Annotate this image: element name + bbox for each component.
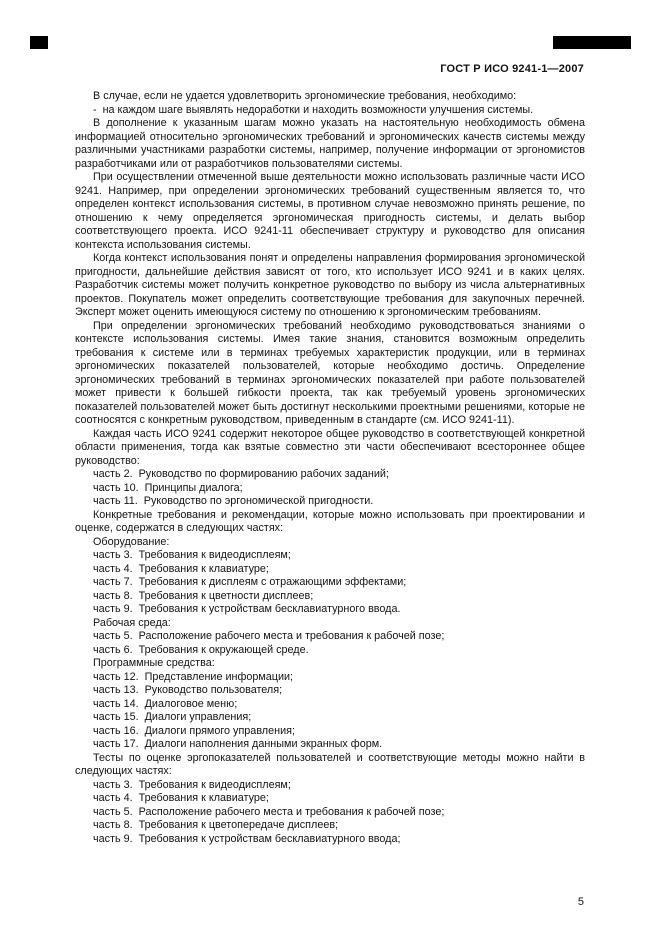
scan-registration-mark-right (553, 36, 631, 49)
part-list-item: часть 4. Требования к клавиатуре; (93, 792, 269, 804)
part-list-item: часть 12. Представление информации; (93, 670, 294, 683)
part-list-item: часть 2. Руководство по формированию рабочих заданий; (93, 468, 389, 480)
doc-number-header: ГОСТ Р ИСО 9241-1—2007 (440, 63, 584, 75)
part-list-item: часть 5. Расположение рабочего места и требования к рабочей позе; (93, 805, 445, 818)
part-list-item: часть 13. Руководство пользователя; (93, 684, 283, 696)
page-number: 5 (577, 896, 584, 908)
part-list-item: часть 3. Требования к видеодисплеям; (93, 549, 291, 561)
part-list-item: часть 8. Требования к цветности дисплеев; (93, 589, 314, 602)
part-list-item: часть 11. Руководство по эргономической пригодности. (93, 495, 374, 507)
paragraph: Каждая часть ИСО 9241 содержит некоторое общее руководство в соответствующей конкретной области применения, тогда как взятые совместно эти части обеспечивают всестороннее общее руководство: (75, 427, 585, 467)
part-list-item: часть 5. Расположение рабочего места и требования к рабочей позе; (93, 630, 445, 642)
scan-registration-mark-left (30, 36, 48, 49)
dash-list-item: - на каждом шаге выявлять недоработки и находить возможности улучшения системы. (93, 103, 534, 116)
part-list-item: часть 4. Требования к клавиатуре; (93, 562, 269, 575)
part-list-item: часть 3. Требования к видеодисплеям; (93, 778, 291, 791)
category-label: Рабочая среда: (93, 616, 171, 629)
part-list-item: часть 7. Требования к дисплеям с отражающими эффектами; (93, 576, 407, 588)
paragraph: При определении эргономических требований необходимо руководствоваться знаниями о контексте использования системы. Имея такие знания, становится возможным определить требования к системе или в терминах требуемых характеристик продукции, или в терминах эргономических показателей пользователей, которые необходимо достичь. Определение эргономических требований в терминах эргономических показателей при работе пользователей может привести к большей гибкости проекта, так как требуемый уровень эргономических показателей пользователей может быть достигнут несколькими проектными решениями, которые не соотносятся с конкретным руководством, приведенным в стандарте (см. ИСО 9241-11). (75, 319, 585, 426)
part-list-item: часть 9. Требования к устройствам бесклавиатурного ввода. (93, 603, 401, 615)
paragraph: Конкретные требования и рекомендации, которые можно использовать при проектировании и оценке, содержатся в следующих частях: (75, 508, 585, 534)
part-list-item: часть 8. Требования к цветопередаче дисплеев; (93, 819, 339, 831)
paragraph: Когда контекст использования понят и определены направления формирования эргономической пригодности, дальнейшие действия зависят от того, кто использует ИСО 9241 и в каких целях. Разработчик системы может получить конкретное руководство по выбору из числа альтернативных проектов. Покупатель может определить соответствующие требования для закупочных перечней. Эксперт может оценить имеющуюся систему по отношению к эргономическим требованиям. (75, 252, 585, 318)
part-list-item: часть 15. Диалоги управления; (93, 711, 252, 723)
part-list-item: часть 16. Диалоги прямого управления; (93, 724, 295, 737)
paragraph: В дополнение к указанным шагам можно указать на настоятельную необходимость обмена информацией относительно эргономических требований и эргономических качеств системы между различными участниками разработки системы, например, получение информации от эргономистов разработчиками или от разработчиков пользователями системы. (75, 117, 585, 170)
category-label: Оборудование: (93, 535, 170, 548)
paragraph: Тесты по оценке эргопоказателей пользователей и соответствующие методы можно найти в следующих частях: (75, 751, 585, 777)
paragraph: При осуществлении отмеченной выше деятельности можно использовать различные части ИСО 9241. Например, при определении эргономических требований существенным является то, что определен контекст использования системы, в противном случае невозможно принять решение, по отношению к чему определяется эргономическая пригодность системы, и делать выбор соответствующего проекта. ИСО 9241-11 обеспечивает структуру и руководство для описания контекста использования системы. (75, 171, 585, 251)
part-list-item: часть 14. Диалоговое меню; (93, 697, 238, 710)
document-body (75, 90, 585, 846)
part-list-item: часть 6. Требования к окружающей среде. (93, 643, 309, 656)
part-list-item: часть 9. Требования к устройствам бесклавиатурного ввода; (93, 832, 401, 845)
part-list-item: часть 17. Диалоги наполнения данными экранных форм. (93, 738, 383, 750)
part-list-item: часть 10. Принципы диалога; (93, 481, 243, 494)
paragraph: В случае, если не удается удовлетворить эргономические требования, необходимо: (93, 90, 517, 102)
category-label: Программные средства: (93, 657, 215, 669)
